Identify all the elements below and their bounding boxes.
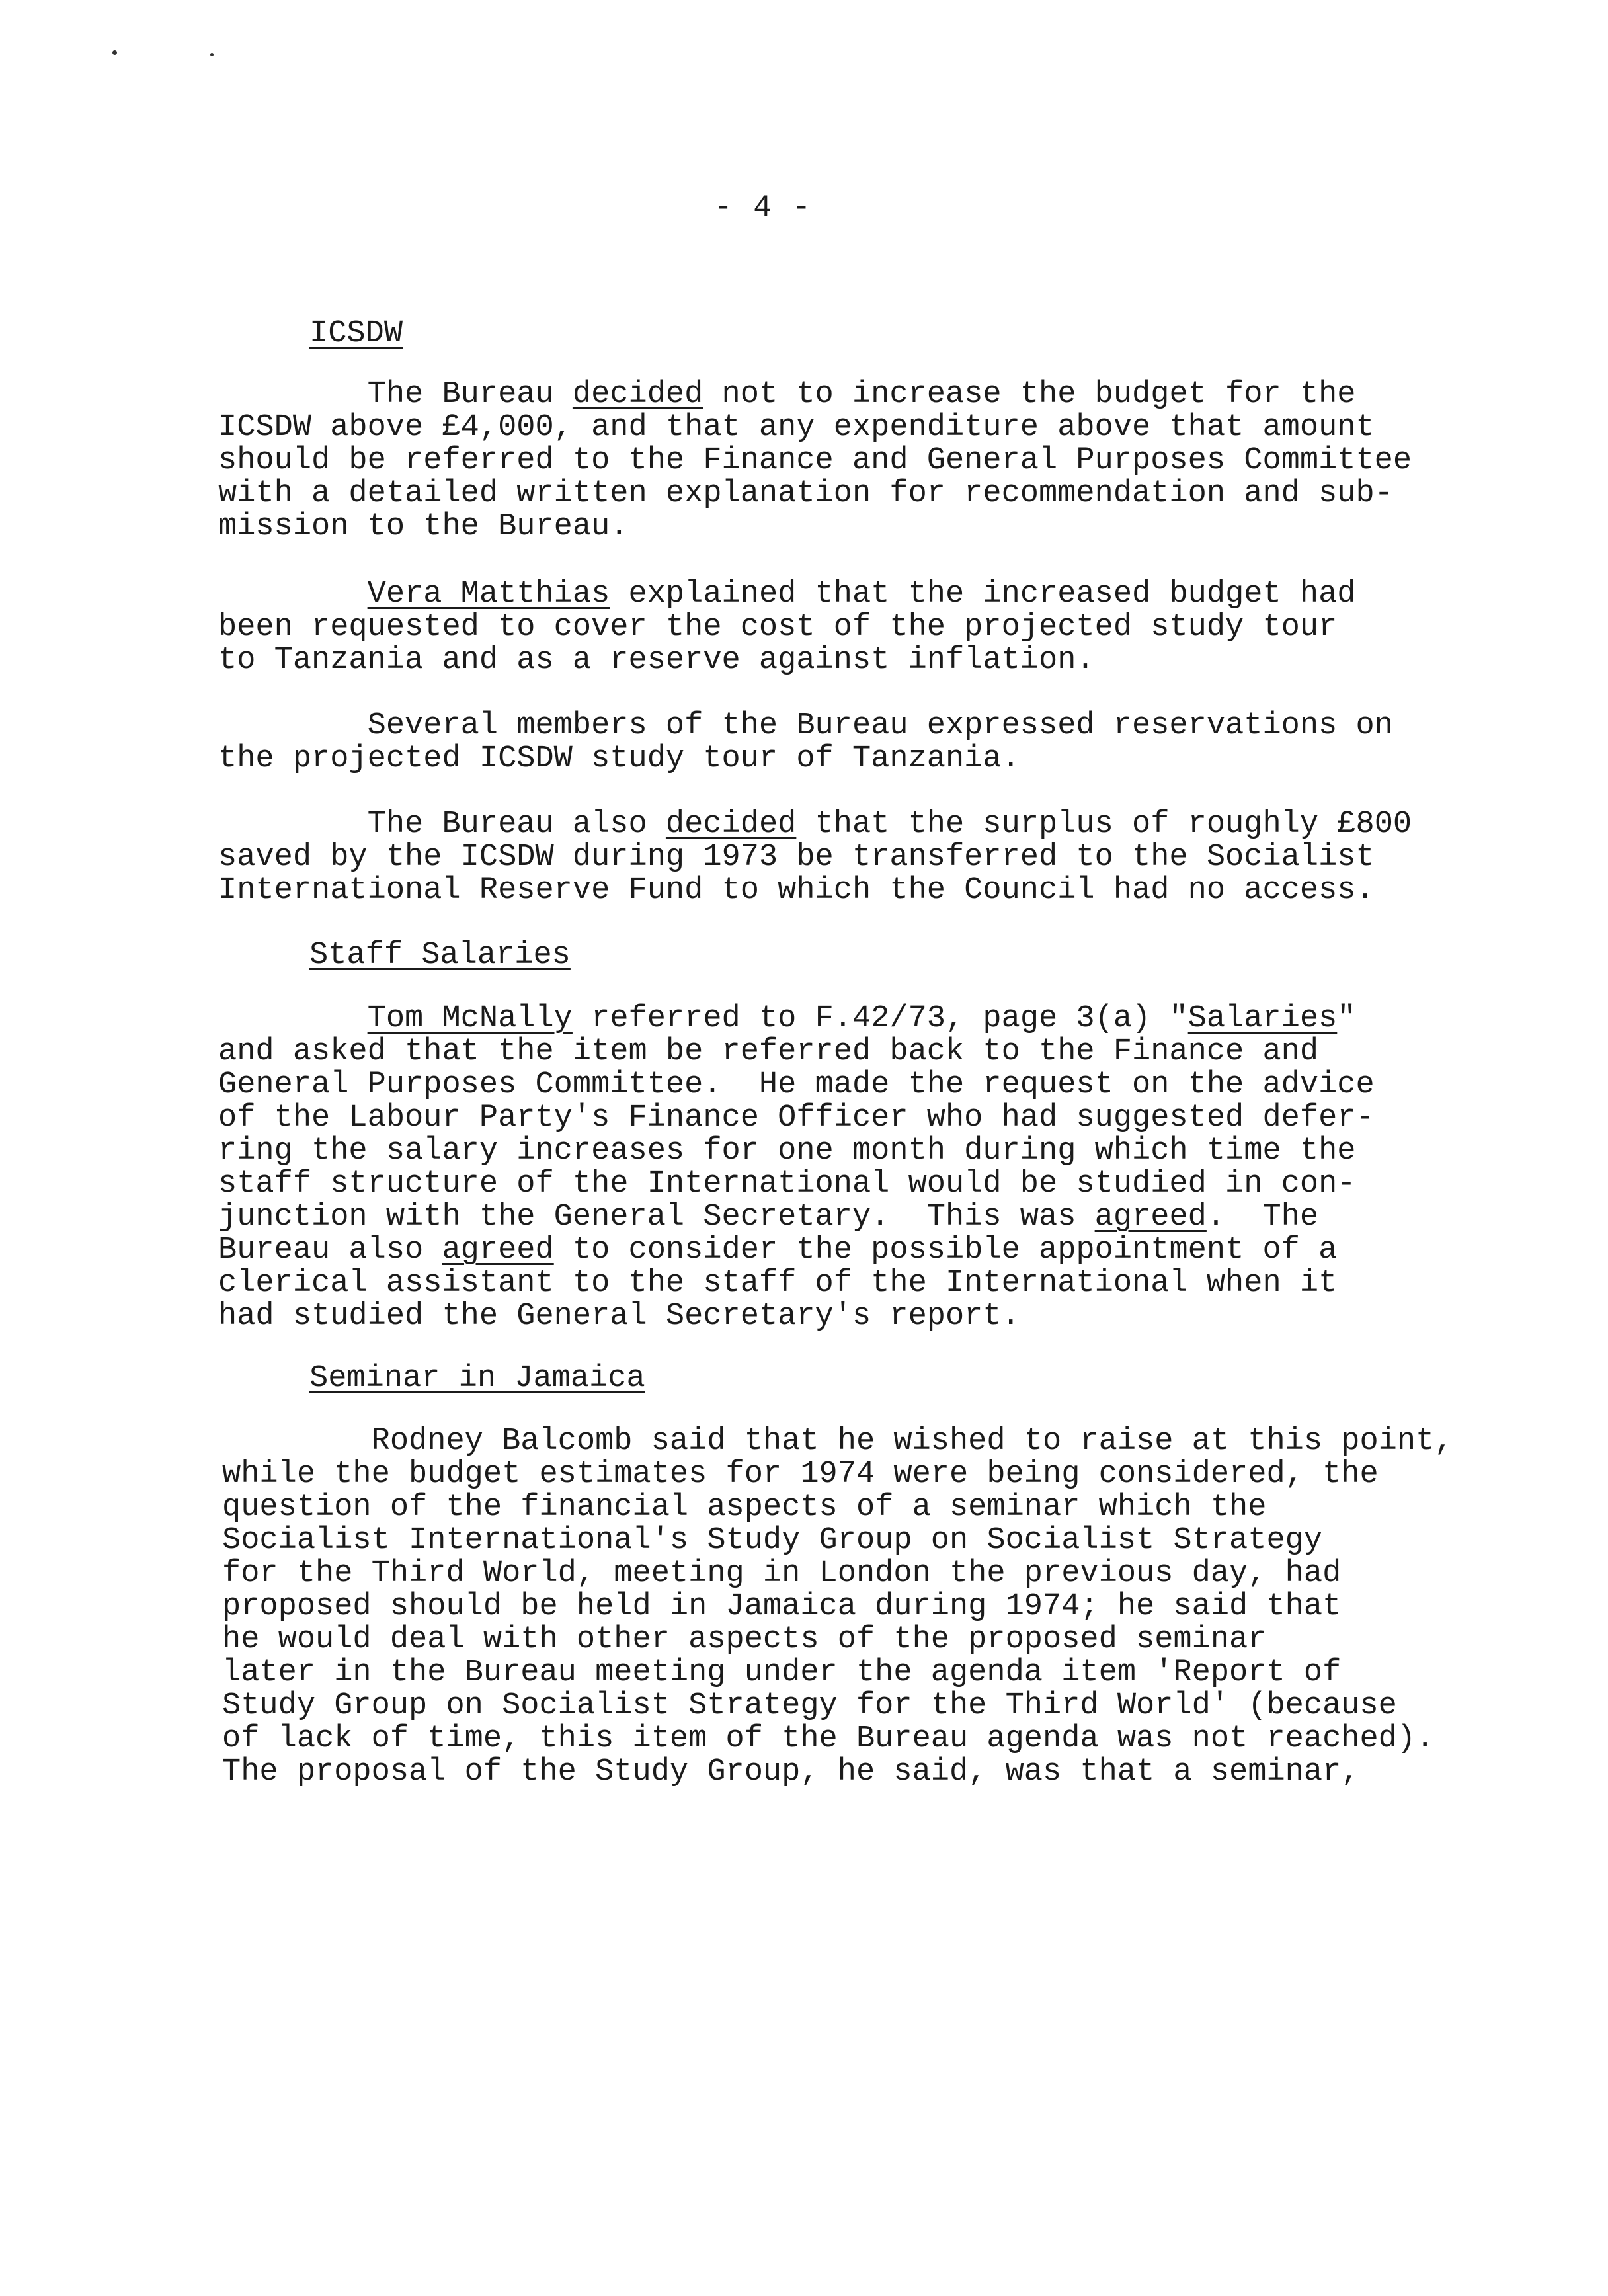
underlined-term: agreed [1094, 1200, 1207, 1235]
underlined-term: agreed [442, 1233, 554, 1268]
text-line: should be referred to the Finance and General Purposes Committee [218, 443, 1412, 478]
text-line: been requested to cover the cost of the projected study tour [218, 610, 1338, 645]
text-line: proposed should be held in Jamaica during 1974; he said that [222, 1589, 1342, 1624]
section-heading-seminar-jamaica: Seminar in Jamaica [309, 1361, 645, 1396]
text-line: the projected ICSDW study tour of Tanzania. [218, 741, 1020, 776]
text-line: Rodney Balcomb said that he wished to raise at this point, [222, 1424, 1453, 1459]
text-line: question of the financial aspects of a seminar which the [222, 1490, 1267, 1525]
text-line: Socialist International's Study Group on Socialist Strategy [222, 1523, 1323, 1558]
text-line: International Reserve Fund to which the Council had no access. [218, 873, 1375, 908]
text-line: The Bureau also decided that the surplus of roughly £800 [218, 807, 1412, 842]
underlined-term: decided [572, 377, 704, 412]
text-line: to Tanzania and as a reserve against inflation. [218, 643, 1095, 678]
text-line: Bureau also agreed to consider the possible appointment of a [218, 1233, 1338, 1268]
paragraph-staff-salaries [218, 1003, 1527, 1333]
text-line: The Bureau decided not to increase the budget for the [218, 377, 1356, 412]
underlined-name: Tom McNally [367, 1001, 573, 1036]
page-number: - 4 - [714, 190, 813, 225]
underlined-name: Vera Matthias [367, 577, 610, 612]
text-line: General Purposes Committee. He made the request on the advice [218, 1067, 1375, 1102]
text-line: with a detailed written explanation for recommendation and sub- [218, 476, 1393, 511]
text-line: staff structure of the International would be studied in con- [218, 1167, 1356, 1202]
paragraph-icsdw-budget [218, 378, 1527, 544]
text-line: Vera Matthias explained that the increased budget had [367, 577, 1356, 612]
text-line: while the budget estimates for 1974 were being considered, the [222, 1457, 1379, 1492]
text-line: junction with the General Secretary. This was agreed. The [218, 1200, 1319, 1235]
underlined-term: Salaries [1187, 1001, 1338, 1036]
paragraph-seminar-jamaica [222, 1425, 1531, 1789]
text-line: ICSDW above £4,000, and that any expenditure above that amount [218, 410, 1375, 445]
text-line: The proposal of the Study Group, he said, was that a seminar, [222, 1754, 1360, 1789]
paragraph-icsdw-vera-matthias [218, 578, 1527, 677]
text-line: saved by the ICSDW during 1973 be transferred to the Socialist [218, 840, 1375, 875]
text-line: ring the salary increases for one month during which time the [218, 1133, 1356, 1168]
text-line: Several members of the Bureau expressed reservations on [218, 708, 1393, 743]
text-line: for the Third World, meeting in London the previous day, had [222, 1556, 1342, 1591]
scan-speck [112, 50, 117, 55]
text-line: clerical assistant to the staff of the International when it [218, 1266, 1338, 1301]
text-line: mission to the Bureau. [218, 509, 629, 544]
scan-speck [210, 53, 214, 56]
text-line: Tom McNally referred to F.42/73, page 3(a) "Salaries" [367, 1001, 1356, 1036]
text-line: later in the Bureau meeting under the agenda item 'Report of [222, 1655, 1342, 1690]
section-heading-staff-salaries: Staff Salaries [309, 938, 571, 973]
paragraph-icsdw-reservations [218, 710, 1527, 776]
text-line: of the Labour Party's Finance Officer who had suggested defer- [218, 1100, 1375, 1135]
text-line: he would deal with other aspects of the proposed seminar [222, 1622, 1267, 1657]
text-line: and asked that the item be referred back to the Finance and [218, 1034, 1319, 1069]
paragraph-icsdw-surplus [218, 808, 1527, 907]
text-line: of lack of time, this item of the Bureau agenda was not reached). [222, 1721, 1435, 1756]
text-line: Study Group on Socialist Strategy for the Third World' (because [222, 1688, 1397, 1723]
underlined-term: decided [665, 807, 797, 842]
text-line: had studied the General Secretary's report. [218, 1299, 1020, 1334]
section-heading-icsdw: ICSDW [309, 316, 403, 351]
